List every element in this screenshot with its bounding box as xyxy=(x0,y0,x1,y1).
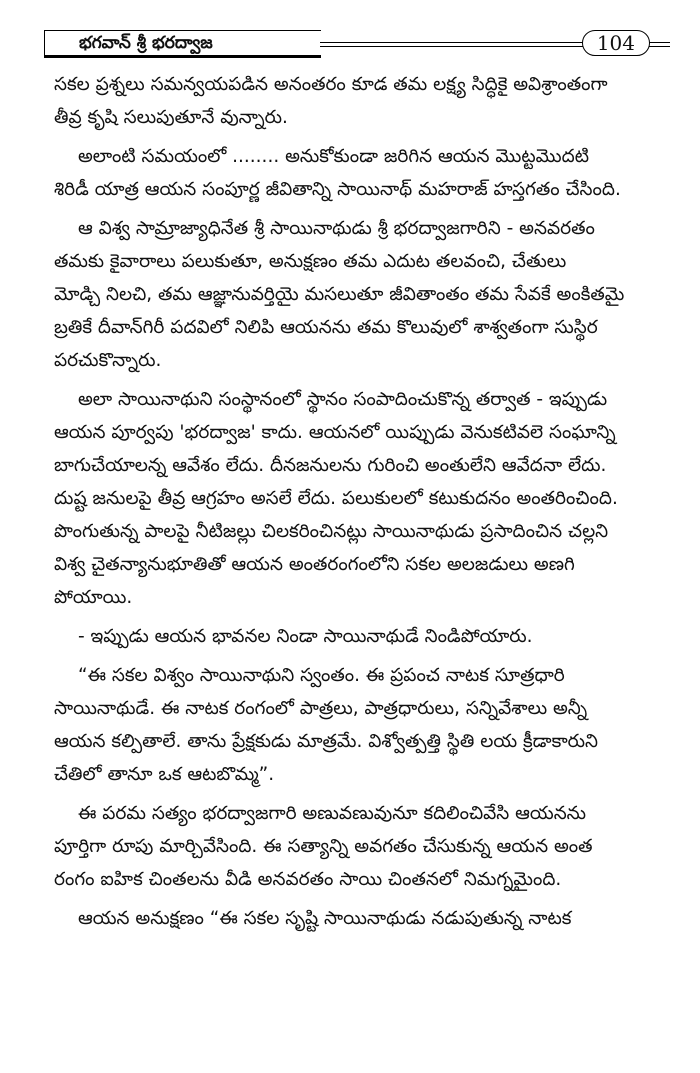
text-line: అలా సాయినాథుని సంస్థానంలో స్థానం సంపాదించుకొన్న తర్వాత - ఇప్పుడు xyxy=(78,389,608,410)
paragraph xyxy=(54,212,666,377)
text-line: ఈ పరమ సత్యం భరద్వాజగారి అణువణువునూ కదిలించివేసి ఆయనను xyxy=(78,803,587,824)
text-line: బ్రతికే దీవాన్‌గిరీ పదవిలో నిలిపి ఆయనను తమ కొలువులో శాశ్వతంగా సుస్థిర xyxy=(54,317,598,338)
text-line: పూర్తిగా రూపు మార్చివేసింది. ఈ సత్యాన్ని అవగతం చేసుకున్న ఆయన అంత xyxy=(54,836,593,857)
text-line: ఆయన పూర్వపు 'భరద్వాజ' కాదు. ఆయనలో యిప్పుడు వెనుకటివలె సంఘాన్ని xyxy=(54,422,616,443)
text-line: శిరిడీ యాత్ర ఆయన సంపూర్ణ జీవితాన్ని సాయినాథ్ మహరాజ్ హస్తగతం చేసింది. xyxy=(54,179,621,200)
text-line: తీవ్ర కృషి సలుపుతూనే వున్నారు. xyxy=(54,107,288,128)
text-line: తమకు కైవారాలు పలుకుతూ, అనుక్షణం తమ ఎదుట తలవంచి, చేతులు xyxy=(54,251,567,272)
text-line: ఆ విశ్వ సామ్రాజ్యాధినేత శ్రీ సాయినాథుడు శ్రీ భరద్వాజగారిని - అనవరతం xyxy=(78,218,595,239)
text-line: అలాంటి సమయంలో ........ అనుకోకుండా జరిగిన ఆయన మొట్టమొదటి xyxy=(78,146,589,167)
paragraph xyxy=(54,68,666,134)
paragraph xyxy=(54,140,666,206)
paragraph xyxy=(54,659,666,791)
running-header xyxy=(44,30,670,56)
header-title: భగవాన్ శ్రీ భరద్వాజ xyxy=(79,33,213,53)
header-title-box xyxy=(44,30,321,56)
text-line: దుష్ట జనులపై తీవ్ర ఆగ్రహం అసలే లేదు. పలుకులలో కటుకుదనం అంతరించింది. xyxy=(54,488,618,509)
text-line: మోడ్చి నిలచి, తమ ఆజ్ఞానువర్తియై మసలుతూ జీవితాంతం తమ సేవకే అంకితమై xyxy=(54,284,625,305)
text-line: చేతిలో తానూ ఒక ఆటబొమ్మ”. xyxy=(54,764,275,785)
paragraph xyxy=(54,620,666,653)
paragraph xyxy=(54,797,666,896)
paragraph xyxy=(54,383,666,614)
text-line: పోయాయి. xyxy=(54,587,133,608)
text-line: ఆయన కల్పితాలే. తాను ప్రేక్షకుడు మాత్రమే. విశ్వోత్పత్తి స్థితి లయ క్రీడాకారుని xyxy=(54,731,599,752)
text-line: పరచుకొన్నారు. xyxy=(54,350,162,371)
text-line: సకల ప్రశ్నలు సమన్వయపడిన అనంతరం కూడ తమ లక్ష్య సిద్ధికై అవిశ్రాంతంగా xyxy=(54,74,608,95)
text-line: రంగం ఐహిక చింతలను వీడి అనవరతం సాయి చింతనలో నిమగ్నమైంది. xyxy=(54,869,562,890)
text-line: బాగుచేయాలన్న ఆవేశం లేదు. దీనజనులను గురించి అంతులేని ఆవేదనా లేదు. xyxy=(54,455,607,476)
text-line: పొంగుతున్న పాలపై నీటిజల్లు చిలకరించినట్లు సాయినాథుడు ప్రసాదించిన చల్లని xyxy=(54,521,609,542)
text-line: విశ్వ చైతన్యానుభూతితో ఆయన అంతరంగంలోని సకల అలజడులు అణగి xyxy=(54,554,575,575)
page-body xyxy=(54,68,666,935)
text-line: సాయినాథుడే. ఈ నాటక రంగంలో పాత్రలు, పాత్రధారులు, సన్నివేశాలు అన్నీ xyxy=(54,698,588,719)
page-number: 104 xyxy=(582,30,650,56)
paragraph xyxy=(54,902,666,935)
text-line: ఆయన అనుక్షణం “ఈ సకల సృష్టి సాయినాథుడు నడుపుతున్న నాటక xyxy=(78,908,572,929)
text-line: - ఇప్పుడు ఆయన భావనల నిండా సాయినాథుడే నిండిపోయారు. xyxy=(78,626,533,647)
text-line: “ఈ సకల విశ్వం సాయినాథుని స్వంతం. ఈ ప్రపంచ నాటక సూత్రధారి xyxy=(78,665,565,686)
